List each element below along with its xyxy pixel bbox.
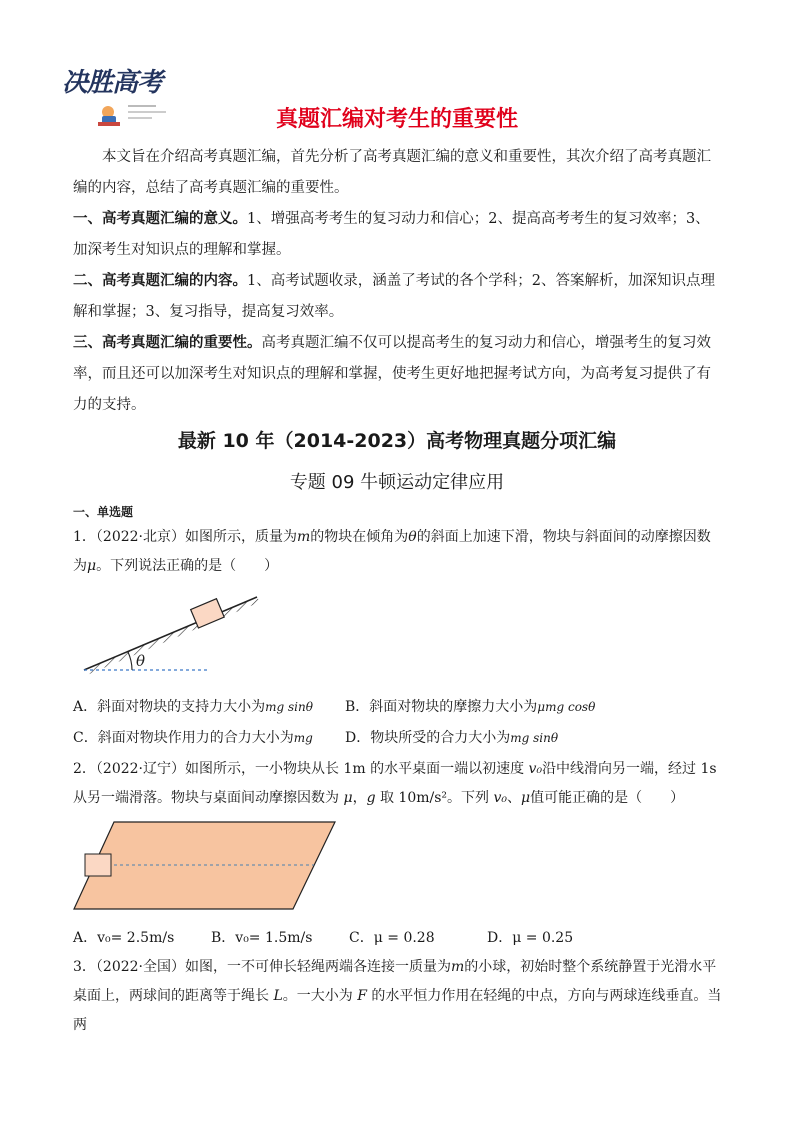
q2-gravity-symbol: g: [366, 790, 376, 806]
small-block: [85, 854, 111, 876]
q3-mass-symbol: m: [451, 959, 465, 975]
q2-option-b[interactable]: B．v₀= 1.5m/s: [211, 930, 313, 946]
option-formula: μmg cosθ: [537, 700, 596, 714]
angle-label: θ: [136, 652, 146, 670]
incline-figure: [80, 590, 270, 682]
q2-text: 取 10m/s²。下列: [375, 790, 494, 806]
section-meaning-body: 1、增强高考考生的复习动力和信心；2、提高高考考生的复习效率；3、加深考生对知识点的理解和掌握。: [73, 211, 710, 258]
q3-text: 3．（2022·全国）如图，一不可伸长轻绳两端各连接一质量为: [73, 959, 451, 975]
q2-text: ，: [352, 790, 367, 806]
q2-text: 2．（2022·辽宁）如图所示，一小物块从长 1m 的水平桌面一端以初速度: [73, 761, 529, 777]
question-1-stem: [73, 523, 723, 581]
document-title: 最新 10 年（2014-2023）高考物理真题分项汇编: [177, 430, 617, 452]
logo-text: 决胜高考: [62, 68, 163, 98]
page-title: 真题汇编对考生的重要性: [275, 107, 518, 132]
section-meaning-heading: 一、高考真题汇编的意义。: [73, 211, 247, 227]
table-figure: [72, 820, 338, 912]
q2-option-a[interactable]: A．v₀= 2.5m/s: [73, 930, 175, 946]
q1-text: 。下列说法正确的是（ ）: [96, 558, 279, 574]
section-importance-body: 高考真题汇编不仅可以提高考生的复习动力和信心，增强考生的复习效率，而且还可以加深考生对知识点的理解和掌握，使考生更好地把握考试方向，为高考复习提供了有力的支持。: [73, 335, 711, 413]
section-label: 一、单选题: [73, 505, 134, 519]
q2-text: 值可能正确的是（ ）: [530, 790, 685, 806]
option-text: B．斜面对物块的摩擦力大小为: [345, 699, 538, 715]
question-3-stem: [73, 953, 723, 1040]
option-formula: mg sinθ: [265, 700, 313, 714]
q1-friction-symbol: μ: [87, 558, 97, 574]
incline-surface: [84, 597, 257, 670]
q2-velocity-symbol: v₀: [493, 790, 508, 806]
option-text: C．斜面对物块作用力的合力大小为: [73, 730, 294, 746]
q1-option-b[interactable]: [345, 696, 595, 716]
q1-angle-symbol: θ: [408, 529, 417, 545]
q2-text: 沿中线滑向另一端，经过 1s 从另一端滑落。物块与桌面间动摩擦因数为: [73, 761, 717, 806]
q1-option-a[interactable]: [73, 696, 313, 716]
section-importance-heading: 三、高考真题汇编的重要性。: [73, 335, 262, 351]
q1-option-c[interactable]: [73, 727, 313, 747]
q3-force-symbol: F: [357, 988, 367, 1004]
q2-option-d[interactable]: D．μ = 0.25: [487, 930, 574, 946]
q1-text: 1．（2022·北京）如图所示，质量为: [73, 529, 297, 545]
q2-friction-symbol: μ: [343, 790, 353, 806]
q1-mass-symbol: m: [297, 529, 311, 545]
q2-velocity-symbol: v₀: [528, 761, 543, 777]
q3-text: 的水平恒力作用在轻绳的中点，方向与两球连线垂直。当两: [73, 988, 722, 1033]
q1-text: 的物块在倾角为: [310, 529, 409, 545]
question-2-stem: [73, 755, 723, 813]
q2-text: 、: [507, 790, 522, 806]
q1-text: 的斜面上加速下滑，物块与斜面间的动摩擦因数为: [73, 529, 711, 574]
option-text: A．斜面对物块的支持力大小为: [73, 699, 266, 715]
section-importance: [73, 328, 723, 421]
intro-paragraph: 本文旨在介绍高考真题汇编，首先分析了高考真题汇编的意义和重要性，其次介绍了高考真题汇编的内容，总结了高考真题汇编的重要性。: [73, 149, 711, 196]
option-formula: mg sinθ: [510, 731, 559, 745]
section-content-body: 1、高考试题收录，涵盖了考试的各个学科；2、答案解析，加深知识点理解和掌握；3、复习指导，提高复习效率。: [73, 273, 715, 320]
q2-friction-symbol: μ: [521, 790, 531, 806]
q1-option-d[interactable]: [345, 727, 558, 747]
q3-length-symbol: L: [273, 988, 283, 1004]
document-subtitle: 专题 09 牛顿运动定律应用: [289, 472, 505, 493]
option-text: D．物块所受的合力大小为: [345, 730, 511, 746]
section-content: [73, 266, 723, 328]
q3-text: 的小球，初始时整个系统静置于光滑水平桌面上，两球间的距离等于绳长: [73, 959, 717, 1004]
section-meaning: [73, 204, 723, 266]
q3-text: 。一大小为: [282, 988, 358, 1004]
q2-option-c[interactable]: C．μ = 0.28: [349, 930, 435, 946]
option-formula: mg: [293, 731, 313, 745]
section-content-heading: 二、高考真题汇编的内容。: [73, 273, 247, 289]
